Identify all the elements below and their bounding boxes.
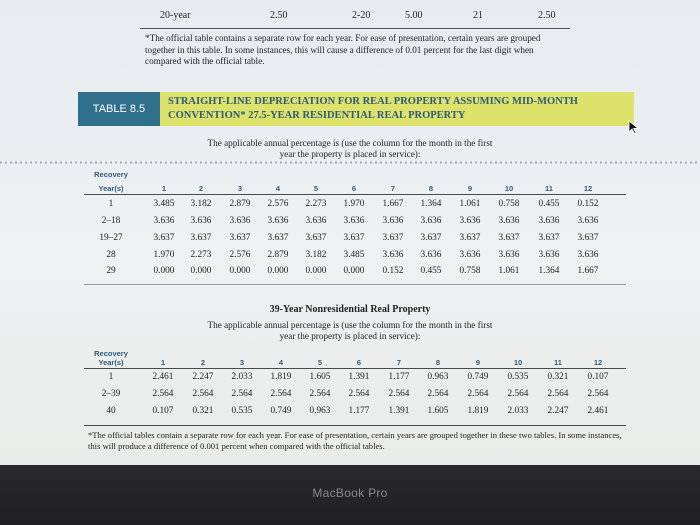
table-title: STRAIGHT-LINE DEPRECIATION FOR REAL PROPERTY ASSUMING MID-MONTH CONVENTION* 27.5-YEAR RESIDENTIAL REAL PROPERTY [168, 96, 578, 121]
table-cell: 3.636 [577, 250, 599, 260]
table-cell: 2.564 [348, 389, 370, 399]
column-header: 1 [161, 184, 167, 193]
nonresidential-intro: The applicable annual percentage is (use the column for the month in the first year the property is placed in service): [207, 320, 493, 341]
footnote-top: *The official table contains a separate row for each year. For ease of presentation, certain years are grouped together in this table. In some instances, this will cause a difference of 0.01 percent for the last digit when compared with the official table. [145, 33, 541, 66]
column-header: 5 [317, 358, 323, 367]
column-header: 8 [428, 184, 434, 193]
table-cell: 3.636 [153, 216, 175, 226]
table-cell: 2.564 [270, 389, 292, 399]
divider [140, 28, 570, 29]
table-cell: 2.033 [231, 372, 253, 382]
table-cell: 2.564 [388, 389, 410, 399]
table-cell: 2.564 [547, 389, 569, 399]
column-header: 2 [198, 184, 204, 193]
column-header: 2 [200, 358, 206, 367]
table-cell: 3.636 [459, 250, 481, 260]
column-header: 9 [475, 358, 481, 367]
column-header: 1 [160, 358, 166, 367]
table-cell: 1.605 [427, 406, 449, 416]
table-cell: 0.749 [270, 406, 292, 416]
table-cell: 3.636 [382, 216, 404, 226]
table-cell: 2.247 [547, 406, 569, 416]
table-cell: 3.637 [267, 233, 289, 243]
row-label: 28 [106, 250, 116, 260]
table-cell: 2.564 [309, 389, 331, 399]
column-header: 6 [351, 184, 357, 193]
table-cell: 2.576 [267, 199, 289, 209]
table-cell: 0.107 [587, 372, 609, 382]
table-cell: 3.637 [229, 233, 251, 243]
table-cell: 0.000 [267, 266, 289, 276]
column-header: 5 [313, 184, 319, 193]
column-header: 10 [504, 184, 514, 193]
mouse-pointer-icon [628, 120, 640, 134]
table-cell: 3.637 [190, 233, 212, 243]
table-cell: 3.485 [343, 250, 365, 260]
row-label: 1 [108, 199, 114, 209]
table-cell: 1.819 [467, 406, 489, 416]
table-cell: 2.564 [427, 389, 449, 399]
column-header: 6 [356, 358, 362, 367]
table-cell: 2.879 [229, 199, 251, 209]
table-cell: 3.636 [538, 216, 560, 226]
header-rule [84, 194, 626, 195]
row-label: 40 [106, 406, 116, 416]
table-cell: 0.963 [309, 406, 331, 416]
previous-row-value: 21 [473, 10, 483, 21]
recovery-label: Recovery [94, 349, 128, 358]
table-bottom-rule [84, 284, 626, 285]
table-cell: 0.321 [192, 406, 214, 416]
nonresidential-title: 39-Year Nonresidential Real Property [269, 304, 431, 315]
table-cell: 1.667 [382, 199, 404, 209]
table-cell: 3.637 [459, 233, 481, 243]
table-cell: 3.637 [538, 233, 560, 243]
table-cell: 3.636 [420, 216, 442, 226]
table-cell: 1.177 [348, 406, 370, 416]
table-cell: 2.564 [587, 389, 609, 399]
table-cell: 0.000 [343, 266, 365, 276]
previous-row-value: 2-20 [352, 10, 371, 21]
previous-row-value: 2.50 [538, 10, 556, 21]
row-label: 1 [108, 372, 114, 382]
table-cell: 1.061 [498, 266, 520, 276]
table-cell: 2.564 [467, 389, 489, 399]
column-header: 7 [390, 184, 396, 193]
column-header: 12 [593, 358, 603, 367]
table-cell: 0.749 [467, 372, 489, 382]
table-cell: 3.636 [229, 216, 251, 226]
table-cell: 3.637 [420, 233, 442, 243]
row-label: 2–39 [101, 389, 121, 399]
column-header: 11 [545, 184, 553, 193]
dotted-line [0, 161, 700, 164]
table-cell: 3.636 [305, 216, 327, 226]
row-label: 19–27 [99, 233, 123, 243]
table-cell: 1.391 [388, 406, 410, 416]
column-header: 12 [583, 184, 593, 193]
table-cell: 0.455 [538, 199, 560, 209]
table-cell: 3.485 [153, 199, 175, 209]
table-cell: 3.182 [190, 199, 212, 209]
table-cell: 0.000 [190, 266, 212, 276]
table-cell: 2.273 [305, 199, 327, 209]
table-cell: 0.000 [153, 266, 175, 276]
table-cell: 3.636 [420, 250, 442, 260]
footnote-bottom: *The official tables contain a separate row for each year. For ease of presentation, certain years are grouped together in these two tables. In some instances, this will produce a difference of 0.001 percent when compared with the official tables. [88, 430, 622, 451]
column-header: 7 [396, 358, 402, 367]
table-cell: 3.636 [459, 216, 481, 226]
years-label: Year(s) [98, 184, 124, 193]
column-header: 3 [239, 358, 245, 367]
table-cell: 3.637 [577, 233, 599, 243]
table-cell: 2.033 [507, 406, 529, 416]
column-header: 8 [435, 358, 441, 367]
table-cell: 0.000 [305, 266, 327, 276]
table-cell: 0.152 [577, 199, 599, 209]
years-label: Year(s) [98, 358, 124, 367]
table-cell: 2.564 [152, 389, 174, 399]
table-cell: 1.667 [577, 266, 599, 276]
header-rule [84, 368, 626, 369]
table-cell: 3.637 [498, 233, 520, 243]
table-cell: 2.247 [192, 372, 214, 382]
table-cell: 0.321 [547, 372, 569, 382]
table-cell: 3.637 [343, 233, 365, 243]
previous-row-value: 2.50 [270, 10, 288, 21]
table-cell: 1.364 [538, 266, 560, 276]
table-bottom-rule [84, 425, 626, 426]
table-cell: 0.455 [420, 266, 442, 276]
table-cell: 3.636 [498, 216, 520, 226]
table-cell: 3.636 [190, 216, 212, 226]
previous-row-label: 20-year [160, 10, 191, 21]
table-cell: 0.000 [229, 266, 251, 276]
table-cell: 2.576 [229, 250, 251, 260]
table-cell: 2.273 [190, 250, 212, 260]
table-cell: 2.879 [267, 250, 289, 260]
previous-table-row [140, 10, 570, 30]
column-header: 3 [237, 184, 243, 193]
table-cell: 3.637 [382, 233, 404, 243]
table-cell: 0.107 [152, 406, 174, 416]
table-cell: 1.364 [420, 199, 442, 209]
table-cell: 2.564 [192, 389, 214, 399]
table-cell: 3.182 [305, 250, 327, 260]
column-header: 11 [554, 358, 562, 367]
table-cell: 0.758 [459, 266, 481, 276]
table-cell: 3.637 [305, 233, 327, 243]
table-cell: 2.461 [152, 372, 174, 382]
table-cell: 1.061 [459, 199, 481, 209]
table-cell: 2.564 [231, 389, 253, 399]
column-header: 9 [467, 184, 473, 193]
column-header: 4 [275, 184, 281, 193]
table-cell: 3.636 [343, 216, 365, 226]
previous-row-value: 5.00 [405, 10, 423, 21]
table-cell: 1.391 [348, 372, 370, 382]
recovery-label: Recovery [94, 170, 128, 179]
table-cell: 0.758 [498, 199, 520, 209]
residential-intro: The applicable annual percentage is (use the column for the month in the first year the property is placed in service): [207, 138, 493, 159]
table-number-tag: TABLE 8.5 [78, 92, 160, 126]
table-cell: 2.461 [587, 406, 609, 416]
table-cell: 2.564 [507, 389, 529, 399]
table-cell: 3.636 [577, 216, 599, 226]
table-cell: 1.605 [309, 372, 331, 382]
table-cell: 1.970 [343, 199, 365, 209]
table-cell: 3.636 [267, 216, 289, 226]
table-cell: 0.535 [231, 406, 253, 416]
device-brand: MacBook Pro [312, 486, 388, 500]
row-label: 29 [106, 266, 116, 276]
column-header: 4 [278, 358, 284, 367]
table-cell: 1.819 [270, 372, 292, 382]
table-cell: 1.177 [388, 372, 410, 382]
table-cell: 3.636 [382, 250, 404, 260]
table-cell: 3.636 [498, 250, 520, 260]
table-cell: 0.152 [382, 266, 404, 276]
table-cell: 0.535 [507, 372, 529, 382]
column-header: 10 [513, 358, 523, 367]
table-cell: 3.636 [538, 250, 560, 260]
table-cell: 0.963 [427, 372, 449, 382]
table-cell: 1.970 [153, 250, 175, 260]
row-label: 2–18 [101, 216, 121, 226]
table-cell: 3.637 [153, 233, 175, 243]
